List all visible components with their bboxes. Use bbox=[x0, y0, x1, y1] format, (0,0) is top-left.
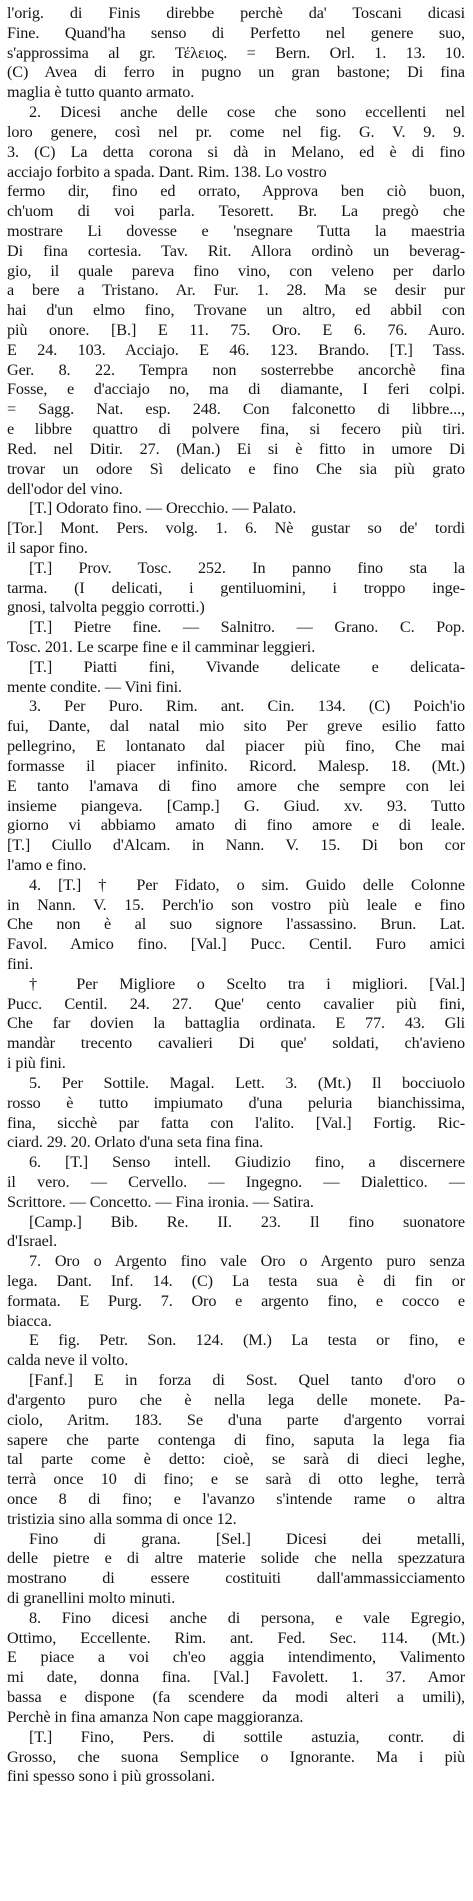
text-line: tristizia sino alla somma di once 12. bbox=[7, 1509, 237, 1528]
text-line: Tosc. 201. Le scarpe fine e il camminar leggieri. bbox=[7, 638, 316, 656]
text-line: [T.] Ciullo d'Alcam. in Nann. V. 15. Di bon cor bbox=[7, 836, 465, 855]
text-line: fermo dir, fino ed orrato, Approva ben ciò buon, bbox=[7, 182, 465, 201]
text-line: mente condite. — Vini fini. bbox=[7, 677, 182, 696]
text-line: l'orig. di Finis direbbe perchè da' Toscani dicasi bbox=[7, 4, 465, 22]
text-line: [T.] Fino, Pers. di sottile astuzia, contr. di bbox=[29, 1727, 465, 1746]
text-line: 6. [T.] Senso intell. Giudizio fino, a discernere bbox=[29, 1153, 465, 1172]
text-line: Scrittore. — Concetto. — Fina ironia. — Satira. bbox=[7, 1192, 314, 1211]
text-line: (C) Avea di ferro in pugno un gran bastone; Di fina bbox=[7, 63, 465, 82]
text-line: mi date, donna fina. [Val.] Favolett. 1. 37. Amor bbox=[7, 1668, 465, 1687]
text-line: Fine. Quand'ha senso di Perfetto nel genere suo, bbox=[7, 23, 465, 42]
text-line: mostrare Li dovesse e 'nsegnare Tutta la maestria bbox=[7, 221, 465, 240]
text-line: 3. Per Puro. Rim. ant. Cin. 134. (C) Poich'io bbox=[29, 697, 465, 716]
text-line: E tanto l'amava di fino amore che sempre con lei bbox=[7, 776, 465, 795]
text-line: biacca. bbox=[7, 1311, 52, 1330]
text-line: once 8 di fino; e l'avanzo s'intende rame o altra bbox=[7, 1489, 465, 1508]
text-line: il vero. — Cervello. — Ingegno. — Dialettico. — bbox=[7, 1172, 465, 1191]
text-line: terrà once 10 di fino; e se sarà di otto leghe, terrà bbox=[7, 1470, 465, 1489]
text-line: E piace a voi ch'eo aggia intendimento, Valimento bbox=[7, 1648, 465, 1667]
text-line: d'argento puro che è nella lega delle monete. Pa- bbox=[7, 1390, 465, 1409]
text-line: Ottimo, Eccellente. Rim. ant. Fed. Sec. 114. (Mt.) bbox=[7, 1628, 465, 1647]
text-line: [T.] Pietre fine. — Salnitro. — Grano. C. Pop. bbox=[29, 618, 465, 637]
text-line: [Tor.] Mont. Pers. volg. 1. 6. Nè gustar so de' tordi bbox=[7, 519, 465, 538]
text-line: [T.] Piatti fini, Vivande delicate e delicata- bbox=[29, 657, 465, 676]
text-line: pellegrino, E lontanato dal piacer più fino, Che mai bbox=[7, 737, 465, 756]
text-line: fina, sicchè par fatta con l'alito. [Val.] Fortig. Ric- bbox=[7, 1113, 465, 1132]
text-line: d'Israel. bbox=[7, 1232, 58, 1251]
text-line: Perchè in fina amanza Non cape maggioranza. bbox=[7, 1707, 304, 1726]
text-line: tarma. (I delicati, i gentiluomini, i troppo inge- bbox=[7, 578, 465, 597]
text-line: ciard. 29. 20. Orlato d'una seta fina fina. bbox=[7, 1133, 264, 1152]
text-line: 5. Per Sottile. Magal. Lett. 3. (Mt.) Il bocciuolo bbox=[29, 1073, 465, 1092]
text-line: formasse il piacer infinito. Ricord. Malesp. 18. (Mt.) bbox=[7, 756, 465, 775]
text-line: in Nann. V. 15. Perch'io son vostro più leale e fino bbox=[7, 895, 465, 914]
text-line: E fig. Petr. Son. 124. (M.) La testa or fino, e bbox=[29, 1331, 465, 1350]
text-line: acciajo forbito a spada. Dant. Rim. 138. Lo vostro bbox=[7, 162, 327, 181]
text-line: [Fanf.] E in forza di Sost. Quel tanto d'oro o bbox=[29, 1371, 465, 1390]
text-line: Che far dovien la battaglia ordinata. E 77. 43. Gli bbox=[7, 1014, 465, 1033]
text-line: fini spesso sono i più grossolani. bbox=[7, 1767, 215, 1786]
text-line: ciolo, Aritm. 183. Se d'una parte d'argento vorrai bbox=[7, 1410, 465, 1429]
text-line: [T.] Odorato fino. — Orecchio. — Palato. bbox=[29, 499, 297, 518]
text-line: Grosso, che suona Semplice o Ignorante. Ma i più bbox=[7, 1747, 465, 1766]
text-line: ch'uom di voi parla. Tesorett. Br. La pregò che bbox=[7, 202, 465, 221]
text-line: e libbre quattro di polvere fina, si fecero più tiri. bbox=[7, 420, 465, 439]
text-line: calda neve il volto. bbox=[7, 1351, 129, 1370]
text-line: delle pietre e di altre materie solide che nella spezzatura bbox=[7, 1549, 465, 1568]
text-line: sapere che parte contenga di fino, saputa la lega fia bbox=[7, 1430, 465, 1449]
text-line: lega. Dant. Inf. 14. (C) La testa sua è di fin or bbox=[7, 1272, 465, 1290]
text-line: maglia è tutto quanto armato. bbox=[7, 83, 195, 102]
text-line: † Per Migliore o Scelto tra i migliori. [Val.] bbox=[29, 974, 465, 993]
text-line: mandàr trecento cavalieri Di que' soldati, ch'avieno bbox=[7, 1034, 465, 1053]
text-line: i più fini. bbox=[7, 1054, 66, 1073]
text-line: 8. Fino dicesi anche di persona, e vale Egregio, bbox=[29, 1608, 465, 1627]
text-line: fui, Dante, dal natal mio sito Per greve esilio fatto bbox=[7, 717, 465, 736]
text-line: tal parte come è detto: cioè, se sarà di dieci leghe, bbox=[7, 1450, 465, 1469]
text-line: Red. nel Ditir. 27. (Man.) Ei si è fitto in umore Di bbox=[7, 439, 465, 458]
text-line: il sapor fino. bbox=[7, 538, 88, 557]
text-line: giorno vi abbiamo amato di fino amore e di leale. bbox=[7, 816, 465, 835]
text-line: 2. Dicesi anche delle cose che sono eccellenti nel bbox=[29, 103, 465, 122]
text-line: Fino di grana. [Sel.] Dicesi dei metalli, bbox=[29, 1529, 465, 1548]
text-line: gnosi, talvolta peggio corrotti.) bbox=[7, 598, 205, 617]
text-line: = Sagg. Nat. esp. 248. Con falconetto di libbre..., bbox=[7, 400, 465, 419]
text-line: formata. E Purg. 7. Oro e argento fino, e cocco e bbox=[7, 1291, 465, 1310]
text-line: [T.] Prov. Tosc. 252. In panno fino sta la bbox=[29, 558, 465, 577]
text-line: gio, il quale pareva fino vino, con veleno per darlo bbox=[7, 261, 465, 280]
text-line: Pucc. Centil. 24. 27. Que' cento cavalier più fini, bbox=[7, 994, 465, 1013]
text-line: loro genere, così nel pr. come nel fig. G. V. 9. 9. bbox=[7, 122, 465, 141]
text-line: Fosse, e d'acciajo no, ma di diamante, I feri colpi. bbox=[7, 380, 465, 399]
text-line: Favol. Amico fino. [Val.] Pucc. Centil. Furo amici bbox=[7, 935, 465, 954]
text-line: Ger. 8. 22. Tempra non sosterrebbe ancorchè fina bbox=[7, 360, 465, 379]
text-line: l'amo e fino. bbox=[7, 855, 87, 874]
text-line: più onore. [B.] E 11. 75. Oro. E 6. 76. Auro. bbox=[7, 321, 465, 339]
text-line: Che non è al suo signore l'assassino. Brun. Lat. bbox=[7, 915, 465, 934]
text-line: dell'odor del vino. bbox=[7, 479, 123, 498]
text-line: trovar un odore Sì delicato e fino Che sia più grato bbox=[7, 459, 465, 478]
text-line: 7. Oro o Argento fino vale Oro o Argento puro senza bbox=[29, 1252, 465, 1271]
text-line: hai d'un elmo fino, Trovane un altro, ed abbil con bbox=[7, 301, 465, 320]
text-line: di granellini molto minuti. bbox=[7, 1589, 176, 1607]
text-line: mostrano di essere costituiti dall'ammassicciamento bbox=[7, 1569, 465, 1588]
text-line: bassa e dispone (fa scendere da modi alteri a umili), bbox=[7, 1688, 465, 1707]
text-line: s'approssima al gr. Τέλειος. = Bern. Orl. 1. 13. 10. bbox=[7, 43, 465, 62]
text-line: fini. bbox=[7, 955, 34, 973]
text-line: 3. (C) La detta corona si dà in Melano, ed è di fino bbox=[7, 142, 465, 161]
text-line: E 24. 103. Acciajo. E 46. 123. Brando. [T.] Tass. bbox=[7, 340, 465, 359]
text-line: rosso è tutto impiumato d'una peluria bianchissima, bbox=[7, 1093, 465, 1112]
text-line: Di fina cortesia. Tav. Rit. Allora ordinò un beverag- bbox=[7, 241, 465, 260]
text-line: insieme piangeva. [Camp.] G. Giud. xv. 93. Tutto bbox=[7, 796, 465, 815]
text-line: 4. [T.] † Per Fidato, o sim. Guido delle Colonne bbox=[29, 875, 465, 894]
text-line: a bere a Tristano. Ar. Fur. 1. 28. Ma se desir pur bbox=[7, 281, 465, 300]
text-line: [Camp.] Bib. Re. II. 23. Il fino suonatore bbox=[29, 1212, 465, 1231]
